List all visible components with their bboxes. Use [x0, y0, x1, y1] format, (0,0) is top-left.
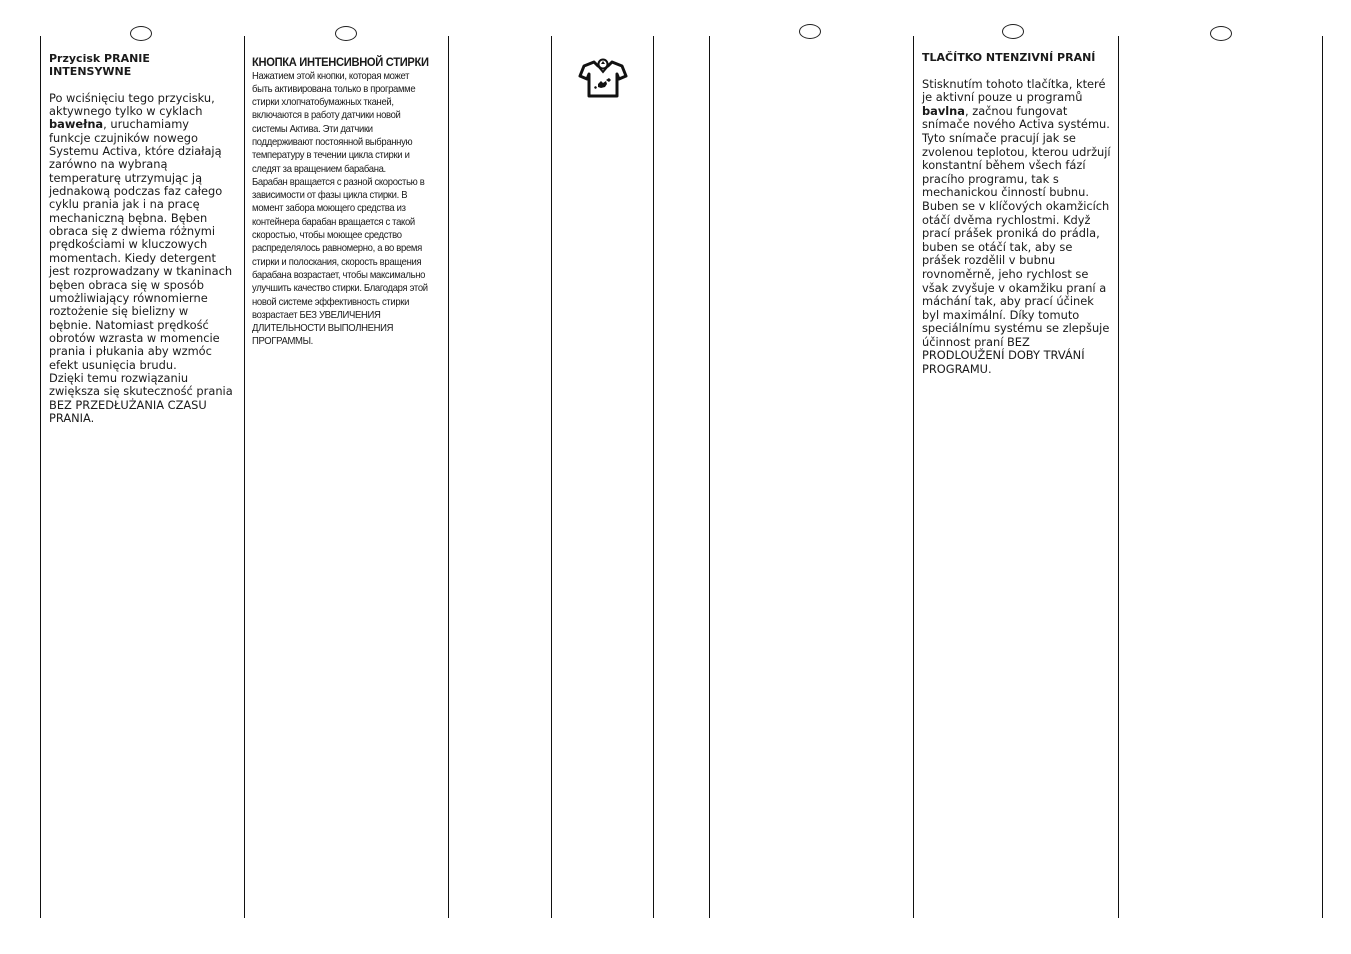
column-divider — [653, 36, 654, 918]
body-text-bold: bawełna — [49, 117, 104, 132]
section-body: Dzięki temu rozwiązaniu zwiększa się skuteczność prania BEZ PRZEDŁUŻANIA CZASU PRANIA. — [49, 370, 233, 425]
body-text-bold: bavlna — [922, 103, 965, 118]
language-marker-icon — [130, 26, 152, 41]
column-divider — [1322, 36, 1323, 918]
section-heading: Przycisk PRANIE INTENSYWNE — [49, 52, 150, 79]
language-marker-icon — [1210, 26, 1232, 41]
column-divider — [913, 36, 914, 918]
shirt-with-stain-icon — [578, 58, 628, 98]
column-divider — [551, 36, 552, 918]
russian-section — [252, 56, 431, 349]
language-marker-icon — [799, 24, 821, 39]
polish-section — [49, 52, 233, 425]
section-body — [49, 92, 233, 372]
column-divider — [40, 36, 41, 918]
column-divider — [244, 36, 245, 918]
section-body: Нажатием этой кнопки, которая может быть активирована только в программе стирки хлопчатобумажных тканей, включаются в работу датчики новой системы Актива. Эти датчики поддерживают постоянной выбранную температуру в течении цикла стирки и следят за вращением барабана. — [252, 70, 416, 175]
czech-section — [922, 51, 1112, 377]
body-text: , začnou fungovat snímače nového Activa systému. Tyto snímače pracují jak se zvolenou teplotou, kterou udržují konstantní během všech fází pracího programu, tak s mechanickou činností bubnu. Buben se v klíčových okamžicích otáčí dvěma rychlostmi. Když prací prášek proniká do prádla, buben se otáčí tak, aby se prášek rozdělil v bubnu rovnoměrně, jeho rychlost se však zvyšuje v okamžiku praní a máchání tak, aby prací účinek byl maximální. Díky tomuto speciálnímu systému se zlepšuje účinnost praní BEZ PRODLOUŽENÍ DOBY TRVÁNÍ PROGRAMU. — [922, 103, 1111, 377]
column-divider — [448, 36, 449, 918]
section-body — [922, 78, 1112, 377]
column-divider — [1118, 36, 1119, 918]
section-heading: TLAČÍTKO NTENZIVNÍ PRANÍ — [922, 51, 1096, 64]
section-body: Барабан вращается с разной скоростью в зависимости от фазы цикла стирки. В момент забора моющего средства из контейнера барабан вращается с такой скоростью, чтобы моющее средство распределялось равномерно, а во время стирки и полоскания, скорость вращения барабана возрастает, чтобы максимально улучшить качество стирки. Благодаря этой новой системе эффективность стирки возрастает БЕЗ УВЕЛИЧЕНИЯ ДЛИТЕЛЬНОСТИ ВЫПОЛНЕНИЯ ПРОГРАММЫ. — [252, 176, 428, 348]
language-marker-icon — [335, 26, 357, 41]
section-heading: КНОПКА ИНТЕНСИВНОЙ СТИРКИ — [252, 55, 429, 69]
body-text: , uruchamiamy funkcje czujników nowego Systemu Activa, które działają zarówno na wybraną temperaturę utrzymując ją jednakową podczas faz całego cyklu prania jak i na pracę mechaniczną bębna. Bęben obraca się z dwiema różnymi prędkościami w kluczowych momentach. Kiedy detergent jest rozprowadzany w tkaninach bęben obraca się w sposób umożliwiający równomierne roztożenie się bielizny w bębnie. Natomiast prędkość obrotów wzrasta w momencie prania i płukania aby wzmóc efekt usunięcia brudu. — [49, 117, 233, 372]
column-divider — [709, 36, 710, 918]
body-text: Po wciśnięciu tego przycisku, aktywnego tylko w cyklach — [49, 90, 215, 119]
language-marker-icon — [1002, 24, 1024, 39]
body-text: Stisknutím tohoto tlačítka, které je aktivní pouze u programů — [922, 76, 1106, 105]
